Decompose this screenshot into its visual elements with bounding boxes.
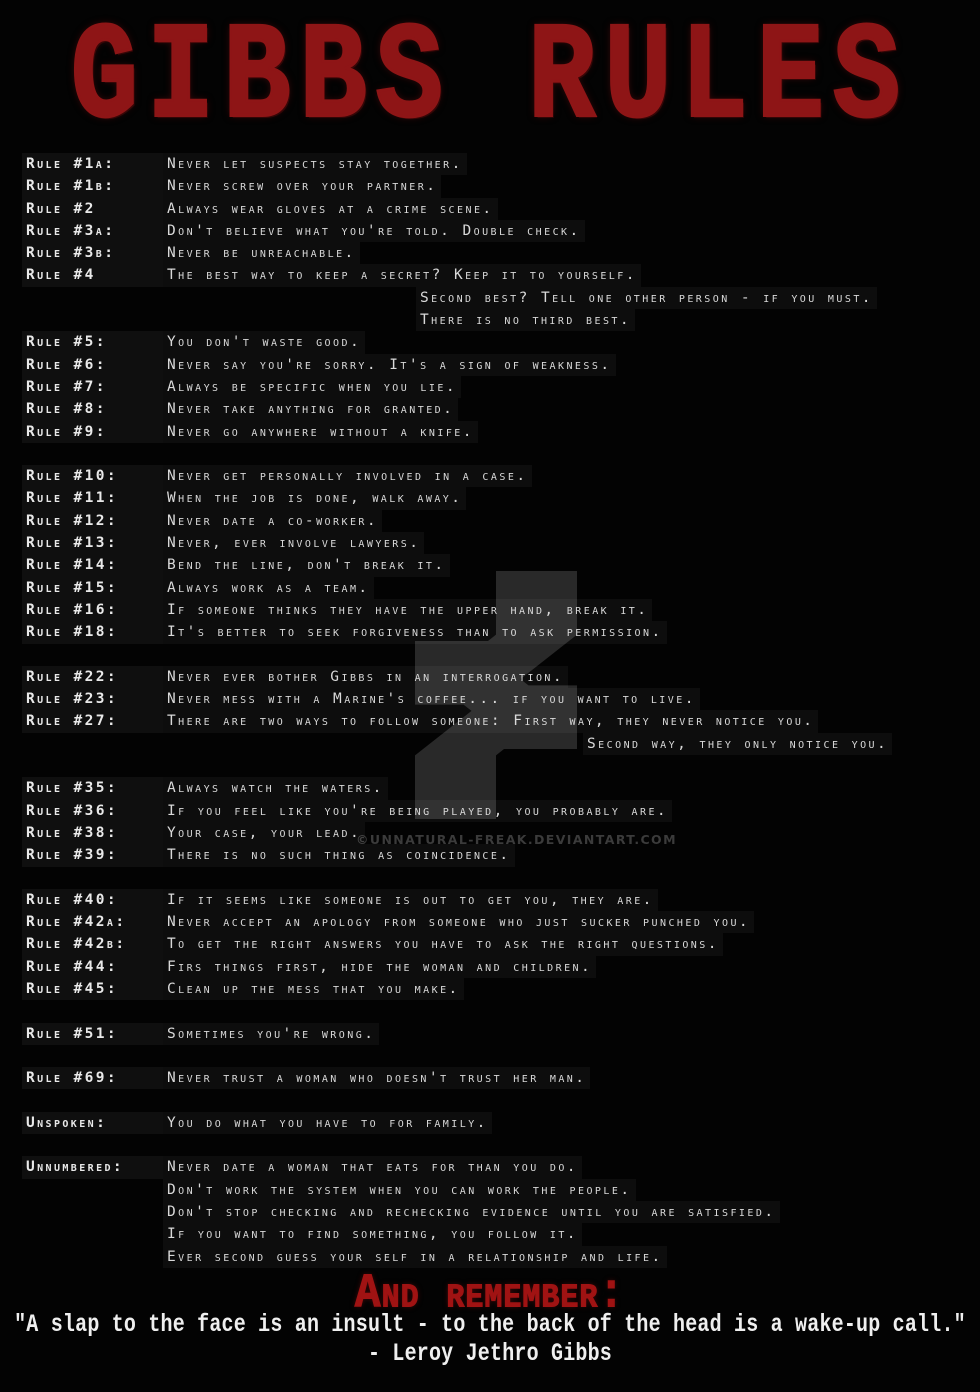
rule-text: Never, ever involve lawyers. (163, 532, 424, 554)
rule-label: Unnumbered: (22, 1156, 163, 1178)
rule-row (22, 1201, 972, 1223)
rule-label: Rule #6: (22, 354, 163, 376)
rule-label: Rule #69: (22, 1067, 163, 1089)
rule-text: If it seems like someone is out to get you, they are. (163, 889, 658, 911)
rule-label: Rule #2 (22, 198, 163, 220)
rule-text: Always work as a team. (163, 577, 374, 599)
rule-label: Rule #11: (22, 487, 163, 509)
rule-row (22, 465, 972, 487)
rule-label: Rule #27: (22, 710, 163, 732)
rule-row (22, 376, 972, 398)
rule-label: Rule #36: (22, 800, 163, 822)
rule-label: Rule #12: (22, 510, 163, 532)
rule-text: Don't believe what you're told. Double check. (163, 220, 585, 242)
rule-row (22, 198, 972, 220)
poster-title-text: GIBBS RULES (70, 2, 910, 157)
rule-row (22, 911, 972, 933)
rule-row (22, 1179, 972, 1201)
rule-text: You do what you have to for family. (163, 1112, 492, 1134)
rule-text: Never say you're sorry. It's a sign of weakness. (163, 354, 616, 376)
rule-row (22, 1112, 972, 1134)
rule-label: Rule #10: (22, 465, 163, 487)
rule-row (22, 621, 972, 643)
rule-text: Clean up the mess that you make. (163, 978, 464, 1000)
rule-row (22, 487, 972, 509)
rules-list (22, 153, 972, 1268)
rule-label: Rule #51: (22, 1023, 163, 1045)
rule-text: Never be unreachable. (163, 242, 360, 264)
rule-text: Never trust a woman who doesn't trust her man. (163, 1067, 590, 1089)
poster-title (0, 2, 980, 157)
rule-text: There is no such thing as coincidence. (163, 844, 515, 866)
footer-heading-text: And remember: (354, 1266, 626, 1321)
rule-row (22, 777, 972, 799)
rule-row (22, 978, 972, 1000)
rule-label: Rule #38: (22, 822, 163, 844)
rule-text: Never mess with a Marine's coffee... if you want to live. (163, 688, 700, 710)
rule-text: It's better to seek forgiveness than to ask permission. (163, 621, 667, 643)
rule-row (22, 1223, 972, 1245)
rule-label: Rule #42a: (22, 911, 163, 933)
rule-text: Sometimes you're wrong. (163, 1023, 379, 1045)
rule-text: Never accept an apology from someone who just sucker punched you. (163, 911, 754, 933)
rule-row (22, 175, 972, 197)
rule-row (22, 733, 972, 755)
rule-text: Bend the line, don't break it. (163, 554, 450, 576)
rule-label: Rule #1b: (22, 175, 163, 197)
rule-text: You don't waste good. (163, 331, 365, 353)
rule-label: Rule #1a: (22, 153, 163, 175)
gibbs-quote (0, 1311, 980, 1340)
rule-text: There is no third best. (416, 309, 635, 331)
rule-row (22, 510, 972, 532)
rule-text: If someone thinks they have the upper hand, break it. (163, 599, 652, 621)
rule-label: Rule #39: (22, 844, 163, 866)
rule-text: Second best? Tell one other person - if you must. (416, 287, 877, 309)
rule-text: Don't stop checking and rechecking evidence until you are satisfied. (163, 1201, 780, 1223)
rule-label: Unspoken: (22, 1112, 163, 1134)
rule-text: Your case, your lead. (163, 822, 365, 844)
rule-label: Rule #9: (22, 421, 163, 443)
rule-row (22, 666, 972, 688)
rule-text: If you want to find something, you follow it. (163, 1223, 582, 1245)
rule-label: Rule #15: (22, 577, 163, 599)
rule-row (22, 331, 972, 353)
rule-label: Rule #22: (22, 666, 163, 688)
gibbs-quote-text: "A slap to the face is an insult - to the back of the head is a wake-up call." (14, 1311, 966, 1340)
rule-row (22, 421, 972, 443)
rule-label: Rule #3a: (22, 220, 163, 242)
rule-text: Always be specific when you lie. (163, 376, 461, 398)
footer-heading (0, 1266, 980, 1321)
rule-text: Never screw over your partner. (163, 175, 441, 197)
rule-row (22, 822, 972, 844)
rule-row (22, 844, 972, 866)
rule-text: Second way, they only notice you. (583, 733, 892, 755)
watermark-text: ©UNNATURAL-FREAK.DEVIANTART.COM (356, 832, 677, 847)
rule-row (22, 800, 972, 822)
rule-row (22, 889, 972, 911)
rule-label: Rule #35: (22, 777, 163, 799)
rule-text: Always watch the waters. (163, 777, 388, 799)
rule-label: Rule #8: (22, 398, 163, 420)
rule-row (22, 242, 972, 264)
rule-label: Rule #23: (22, 688, 163, 710)
rule-row (22, 710, 972, 732)
rule-text: If you feel like you're being played, you probably are. (163, 800, 672, 822)
quote-attribution-text: - Leroy Jethro Gibbs (367, 1340, 613, 1369)
rule-label: Rule #18: (22, 621, 163, 643)
rule-label: Rule #7: (22, 376, 163, 398)
rule-label: Rule #42b: (22, 933, 163, 955)
rule-row (22, 309, 972, 331)
rule-text: Never let suspects stay together. (163, 153, 467, 175)
rule-row (22, 220, 972, 242)
rule-row (22, 1067, 972, 1089)
rule-text: There are two ways to follow someone: First way, they never notice you. (163, 710, 818, 732)
rule-row (22, 1156, 972, 1178)
rule-text: Firs things first, hide the woman and children. (163, 956, 596, 978)
rule-row (22, 1246, 972, 1268)
rule-row (22, 1023, 972, 1045)
rule-row (22, 264, 972, 286)
rule-row (22, 398, 972, 420)
rule-text: Don't work the system when you can work the people. (163, 1179, 636, 1201)
rule-text: When the job is done, walk away. (163, 487, 466, 509)
rule-label: Rule #13: (22, 532, 163, 554)
rule-label: Rule #44: (22, 956, 163, 978)
rule-label: Rule #45: (22, 978, 163, 1000)
rule-row (22, 577, 972, 599)
rule-text: Ever second guess your self in a relationship and life. (163, 1246, 667, 1268)
rule-text: Never date a woman that eats for than you do. (163, 1156, 582, 1178)
rule-row (22, 599, 972, 621)
rule-label: Rule #16: (22, 599, 163, 621)
rule-row (22, 688, 972, 710)
rule-label: Rule #4 (22, 264, 163, 286)
rule-label: Rule #3b: (22, 242, 163, 264)
rule-row (22, 956, 972, 978)
rule-row (22, 153, 972, 175)
rule-label: Rule #40: (22, 889, 163, 911)
rule-text: The best way to keep a secret? Keep it to yourself. (163, 264, 641, 286)
rule-row (22, 532, 972, 554)
quote-attribution (0, 1340, 980, 1369)
rule-label: Rule #5: (22, 331, 163, 353)
rule-text: Always wear gloves at a crime scene. (163, 198, 498, 220)
rule-text: Never get personally involved in a case. (163, 465, 532, 487)
rule-label: Rule #14: (22, 554, 163, 576)
rule-text: Never take anything for granted. (163, 398, 458, 420)
rule-text: Never ever bother Gibbs in an interrogation. (163, 666, 568, 688)
rule-text: To get the right answers you have to ask the right questions. (163, 933, 723, 955)
rule-row (22, 554, 972, 576)
rule-row (22, 933, 972, 955)
rule-row (22, 287, 972, 309)
rule-row (22, 354, 972, 376)
rule-text: Never go anywhere without a knife. (163, 421, 478, 443)
rule-text: Never date a co-worker. (163, 510, 382, 532)
